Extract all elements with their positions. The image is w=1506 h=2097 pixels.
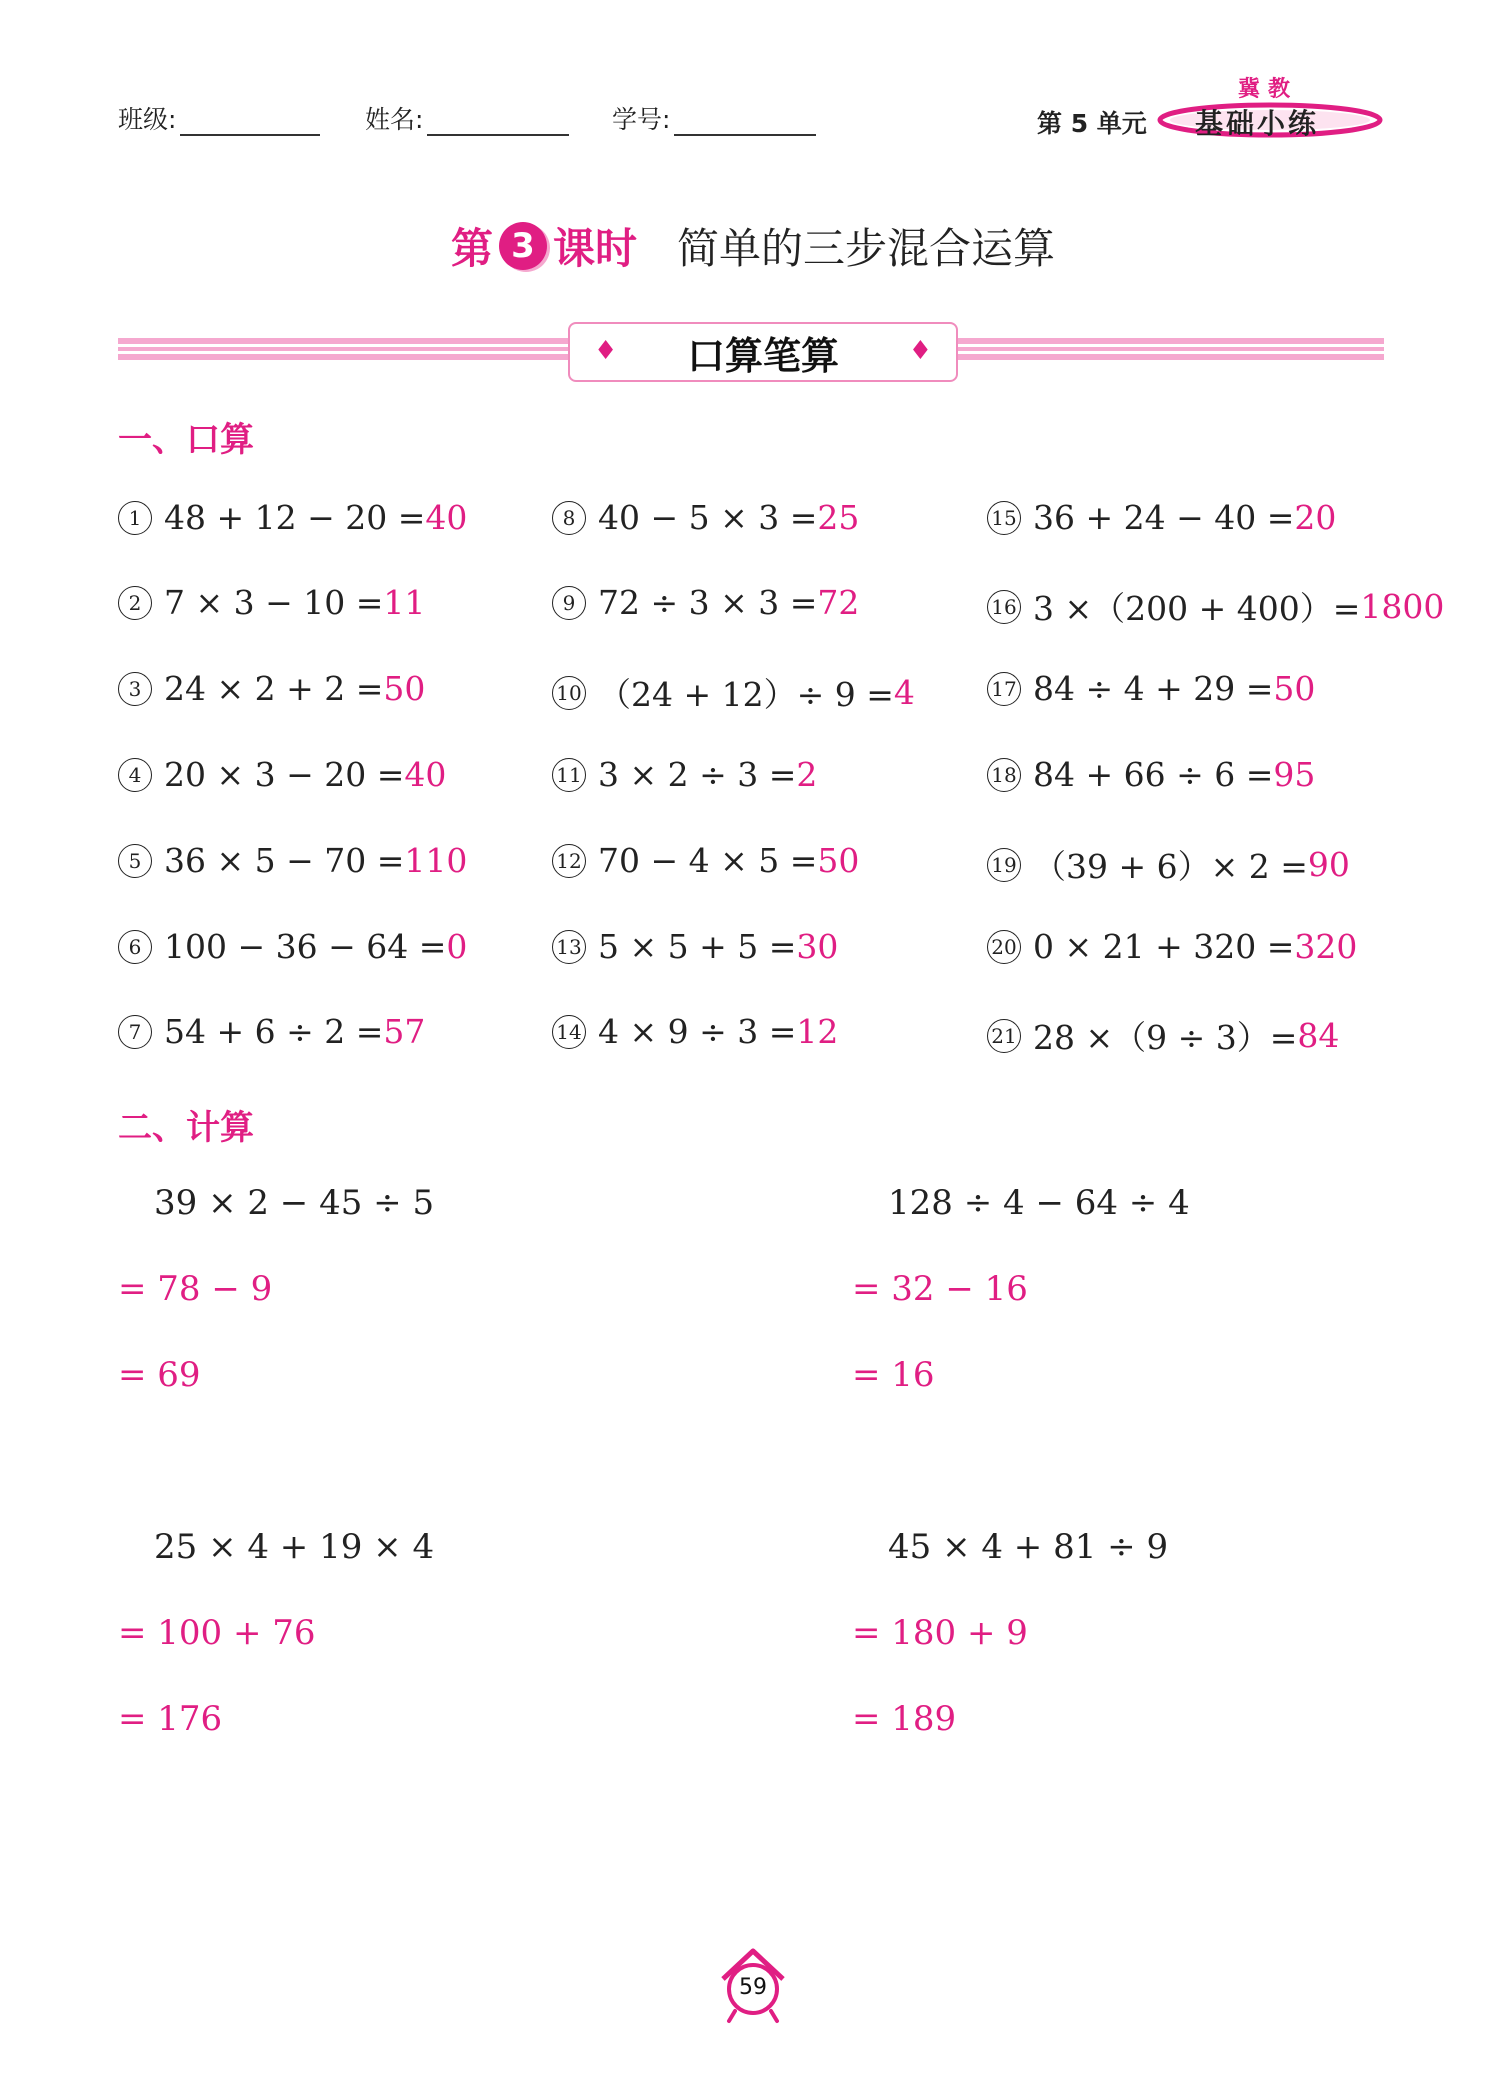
problem-answer[interactable]: 2 (796, 755, 818, 794)
calc-expression: 128 ÷ 4 − 64 ÷ 4 (888, 1183, 1190, 1223)
oral-heading: 一、口算 (118, 420, 254, 460)
problem-answer[interactable]: 50 (817, 841, 860, 880)
problem-number: 13 (552, 930, 586, 964)
problem-expression: 40 − 5 × 3 = (598, 498, 818, 537)
problem-answer[interactable]: 40 (425, 498, 468, 537)
problem-number: 12 (552, 844, 586, 878)
problem-number: 1 (118, 501, 152, 535)
page-number: 59 (739, 1975, 767, 2000)
problem-expression: 84 ÷ 4 + 29 = (1033, 669, 1274, 708)
calc-step-2[interactable]: = 189 (852, 1699, 957, 1739)
name-label: 姓名: (365, 105, 424, 134)
calc-expression: 45 × 4 + 81 ÷ 9 (888, 1527, 1169, 1567)
problem-expression: （24 + 12）÷ 9 = (598, 675, 894, 714)
problem-answer[interactable]: 50 (383, 669, 426, 708)
calc-expression: 39 × 2 − 45 ÷ 5 (154, 1183, 435, 1223)
oral-problem (987, 755, 1315, 794)
problem-number: 21 (987, 1019, 1021, 1053)
brand-logo (1155, 100, 1385, 140)
oral-problem (987, 583, 1444, 630)
oral-problem (987, 1012, 1339, 1059)
oral-problem (552, 583, 859, 622)
problem-number: 3 (118, 672, 152, 706)
problem-answer[interactable]: 12 (796, 1012, 839, 1051)
problem-answer[interactable]: 84 (1297, 1016, 1340, 1055)
problem-expression: 72 ÷ 3 × 3 = (598, 583, 818, 622)
lesson-prefix: 第 (450, 224, 493, 273)
problem-answer[interactable]: 25 (817, 498, 860, 537)
oral-problem (552, 669, 915, 716)
oral-problem (118, 841, 467, 880)
problem-number: 16 (987, 590, 1021, 624)
problem-answer[interactable]: 110 (404, 841, 468, 880)
problem-answer[interactable]: 20 (1294, 498, 1337, 537)
problem-expression: 0 × 21 + 320 = (1033, 927, 1295, 966)
oral-problem (552, 927, 838, 966)
problem-expression: 100 − 36 − 64 = (164, 927, 447, 966)
problem-answer[interactable]: 72 (817, 583, 860, 622)
problem-number: 20 (987, 930, 1021, 964)
oral-problem (552, 498, 859, 537)
problem-number: 10 (552, 676, 586, 710)
problem-expression: 3 × 2 ÷ 3 = (598, 755, 797, 794)
section-band-box (568, 322, 958, 382)
written-heading: 二、计算 (118, 1108, 254, 1148)
edition-label: 冀教 (1238, 77, 1299, 102)
calc-step-1[interactable]: = 180 + 9 (852, 1613, 1028, 1653)
class-blank[interactable] (180, 108, 320, 136)
problem-expression: 28 ×（9 ÷ 3）= (1033, 1018, 1298, 1057)
problem-number: 2 (118, 586, 152, 620)
problem-number: 4 (118, 758, 152, 792)
oral-problem (118, 669, 425, 708)
problem-answer[interactable]: 0 (446, 927, 468, 966)
problem-expression: 54 + 6 ÷ 2 = (164, 1012, 384, 1051)
lesson-label (451, 216, 637, 276)
lesson-suffix: 课时 (552, 224, 637, 273)
problem-number: 5 (118, 844, 152, 878)
problem-number: 17 (987, 672, 1021, 706)
problem-answer[interactable]: 95 (1273, 755, 1316, 794)
problem-number: 8 (552, 501, 586, 535)
page-number-badge (715, 1945, 791, 2025)
problem-expression: 3 ×（200 + 400）= (1033, 589, 1361, 628)
oral-problem (987, 927, 1357, 966)
oral-problem (552, 841, 859, 880)
number-blank[interactable] (674, 108, 816, 136)
problem-number: 11 (552, 758, 586, 792)
problem-answer[interactable]: 57 (383, 1012, 426, 1051)
calc-step-1[interactable]: = 78 − 9 (118, 1269, 273, 1309)
problem-expression: （39 + 6）× 2 = (1033, 847, 1308, 886)
calc-step-2[interactable]: = 69 (118, 1355, 201, 1395)
problem-expression: 20 × 3 − 20 = (164, 755, 405, 794)
problem-answer[interactable]: 90 (1307, 845, 1350, 884)
section-band-label: 口算笔算 (686, 333, 839, 378)
class-label: 班级: (118, 105, 177, 134)
problem-expression: 4 × 9 ÷ 3 = (598, 1012, 797, 1051)
problem-answer[interactable]: 1800 (1360, 587, 1445, 626)
lesson-title (0, 216, 1506, 276)
problem-number: 18 (987, 758, 1021, 792)
calc-step-1[interactable]: = 100 + 76 (118, 1613, 316, 1653)
name-blank[interactable] (427, 108, 569, 136)
problem-expression: 36 × 5 − 70 = (164, 841, 405, 880)
oral-problem (118, 755, 446, 794)
number-label: 学号: (612, 105, 671, 134)
oral-problem (118, 927, 467, 966)
problem-expression: 36 + 24 − 40 = (1033, 498, 1295, 537)
oral-problem (987, 841, 1350, 888)
problem-answer[interactable]: 320 (1294, 927, 1358, 966)
problem-number: 6 (118, 930, 152, 964)
lesson-number-badge: 3 (499, 222, 547, 270)
problem-answer[interactable]: 30 (796, 927, 839, 966)
problem-expression: 24 × 2 + 2 = (164, 669, 384, 708)
unit-label: 第 5 单元 (1037, 109, 1147, 138)
oral-problem (987, 669, 1315, 708)
problem-number: 7 (118, 1015, 152, 1049)
number-field (612, 100, 816, 136)
oral-problem (552, 1012, 838, 1051)
oral-problem (552, 755, 817, 794)
oral-problem (118, 1012, 425, 1051)
problem-answer[interactable]: 50 (1273, 669, 1316, 708)
calc-step-1[interactable]: = 32 − 16 (852, 1269, 1028, 1309)
problem-expression: 48 + 12 − 20 = (164, 498, 426, 537)
problem-number: 15 (987, 501, 1021, 535)
problem-answer[interactable]: 40 (404, 755, 447, 794)
class-field (118, 100, 320, 136)
problem-answer[interactable]: 4 (893, 673, 915, 712)
name-field (365, 100, 569, 136)
problem-expression: 84 + 66 ÷ 6 = (1033, 755, 1274, 794)
problem-expression: 7 × 3 − 10 = (164, 583, 384, 622)
lesson-topic: 简单的三步混合运算 (677, 224, 1056, 273)
oral-problem (118, 498, 467, 537)
calc-expression: 25 × 4 + 19 × 4 (154, 1527, 435, 1567)
oral-problem (987, 498, 1336, 537)
problem-number: 9 (552, 586, 586, 620)
problem-number: 19 (987, 848, 1021, 882)
calc-step-2[interactable]: = 176 (118, 1699, 223, 1739)
problem-number: 14 (552, 1015, 586, 1049)
calc-step-2[interactable]: = 16 (852, 1355, 935, 1395)
diamond-right-icon: ♦ (908, 336, 932, 366)
brand-text: 基础小练 (1195, 107, 1320, 140)
problem-expression: 70 − 4 × 5 = (598, 841, 818, 880)
problem-answer[interactable]: 11 (383, 583, 426, 622)
oral-problem (118, 583, 425, 622)
problem-expression: 5 × 5 + 5 = (598, 927, 797, 966)
diamond-left-icon: ♦ (594, 336, 618, 366)
